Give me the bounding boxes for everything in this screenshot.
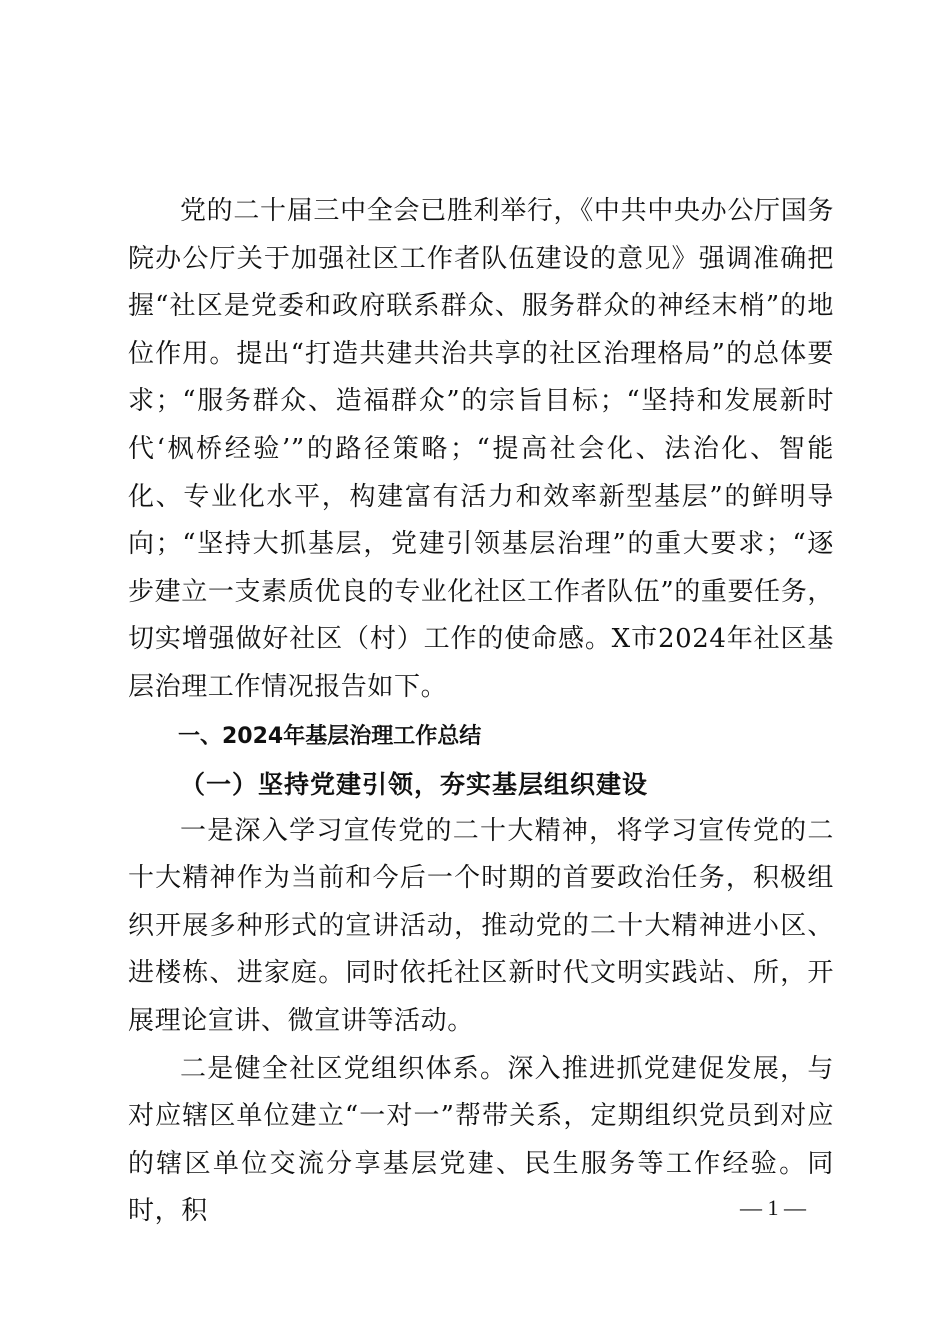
- section-heading: 一、2024年基层治理工作总结: [178, 723, 482, 749]
- document-body: [128, 188, 834, 1236]
- body-paragraph: 二是健全社区党组织体系。深入推进抓党建促发展，与对应辖区单位建立“一对一”帮带关系，定期组织党员到对应的辖区单位交流分享基层党建、民生服务等工作经验。同时，积: [128, 1053, 834, 1227]
- page-number: — 1 —: [740, 1195, 806, 1220]
- intro-paragraph: 党的二十届三中全会已胜利举行，《中共中央办公厅国务院办公厅关于加强社区工作者队伍建设的意见》强调准确把握“社区是党委和政府联系群众、服务群众的神经末梢”的地位作用。提出“打造共建共治共享的社区治理格局”的总体要求；“服务群众、造福群众”的宗旨目标；“坚持和发展新时代‘枫桥经验’”的路径策略；“提高社会化、法治化、智能化、专业化水平，构建富有活力和效率新型基层”的鲜明导向；“坚持大抓基层，党建引领基层治理”的重大要求；“逐步建立一支素质优良的专业化社区工作者队伍”的重要任务，切实增强做好社区（村）工作的使命感。X市2024年社区基层治理工作情况报告如下。: [128, 196, 834, 702]
- subsection-heading: （一）坚持党建引领，夯实基层组织建设: [180, 769, 649, 799]
- body-paragraph: 一是深入学习宣传党的二十大精神，将学习宣传党的二十大精神作为当前和今后一个时期的首要政治任务，积极组织开展多种形式的宣讲活动，推动党的二十大精神进小区、进楼栋、进家庭。同时依托社区新时代文明实践站、所，开展理论宣讲、微宣讲等活动。: [128, 815, 834, 1036]
